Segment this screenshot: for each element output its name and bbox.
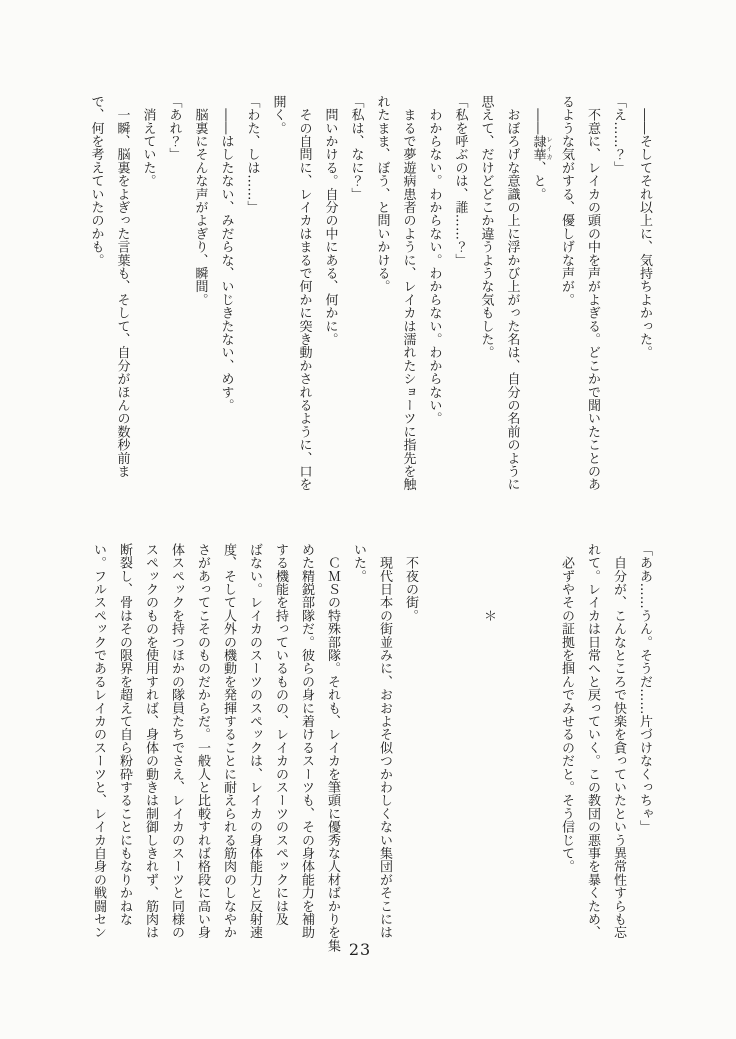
text-line: 体スペックを持つほかの隊員たちでさえ、レイカのスーツと同様の [169,543,184,939]
text-line: 「私は、なに？」 [348,95,364,201]
text-line: れたまま、ぼう、と問いかける。 [374,95,390,293]
text-line: 「あれ？」 [166,95,182,161]
text-block-top [83,95,658,497]
ruby-annotated-name: 隷華 レイカ [530,134,553,162]
text-line: ＣＭＳの特殊部隊。それも、レイカを筆頭に優秀な人材ばかりを集 [325,543,340,953]
text-line: い。フルスペックであるレイカのスーツと、レイカ自身の戦闘セン [91,543,106,939]
text-line: する機能を持っているものの、レイカのスーツのスペックには及 [273,543,288,926]
text-line [423,543,449,945]
text-line: ――はしたない、みだらな、いじきたない、めす。 [218,95,234,412]
text-line: るような気がする、優しげな声が。 [559,95,574,307]
text-line: 一瞬、脳裏をよぎった言葉も、そして、自分がほんの数秒前ま [114,95,130,478]
text-line: 「え……？」 [611,95,626,175]
text-line: 現代日本の街並みに、おおよそ似つかわしくない集団がそこには [377,543,392,939]
text-line: ――隷華 レイカ、と。 [530,95,553,201]
text-line [501,543,527,945]
text-line: ばない。レイカのスーツのスペックは、レイカの身体能力と反射速 [247,543,262,939]
text-line: 開く。 [270,95,286,135]
text-line: 自分が、こんなところで快楽を貪っていたという異常性すらも忘 [611,543,626,939]
text-line: 思えて、だけどどこか違うような気もした。 [478,95,494,359]
text-line: 度、そして人外の機動を発揮することに耐えられる筋肉のしなやか [221,543,236,939]
text-line: いた。 [351,543,366,583]
text-line: 「私を呼ぶのは、誰……？」 [452,95,468,267]
text-line: その自問に、レイカはまるで何かに突き動かされるように、口を [296,95,312,491]
text-line: めた精鋭部隊だ。彼らの身に着けるスーツも、その身体能力を補助 [299,543,314,939]
text-line: で、何を考えていたのかも。 [88,95,104,267]
page-number: 23 [348,940,372,959]
text-line: ――そしてそれ以上に、気持ちよかった。 [637,95,652,359]
text-line: 「ああ……うん。そうだ……片づけなくっちゃ」 [637,543,652,834]
text-line: 問いかける。自分の中にある、何かに。 [322,95,338,346]
text-line: まるで夢遊病患者のように、レイカは濡れたショーツに指先を触 [400,95,416,491]
text-line: れて。レイカは日常へと戻っていく。この教団の悪事を暴くため、 [585,543,600,939]
text-line: わからない。わからない。わからない。わからない。 [426,95,442,425]
text-line: 不夜の街。 [403,543,418,623]
text-line: 必ずやその証拠を掴んでみせるのだと。そう信じて。 [559,543,574,873]
text-line: ＊ [481,543,496,623]
text-line: 消えていた。 [140,95,156,188]
text-line [527,543,553,945]
text-line: 脳裏にそんな声がよぎり、瞬間。 [192,95,208,307]
text-line [449,543,475,945]
text-line: スペックのものを使用すれば、身体の動きは制御しきれず、筋肉は [143,543,158,939]
text-line: 断裂し、骨はその限界を超えて自ら粉砕することにもなりかねな [117,543,132,926]
text-line: おぼろげな意識の上に浮かび上がった名は、自分の名前のように [504,95,520,491]
text-line: 「わた、しは……」 [244,95,260,214]
text-line: 不意に、レイカの頭の中を声がよぎる。どこかで聞いたことのあ [585,95,600,491]
text-line: さがあってこそのものだからだ。一般人と比較すれば格段に高い身 [195,543,210,939]
